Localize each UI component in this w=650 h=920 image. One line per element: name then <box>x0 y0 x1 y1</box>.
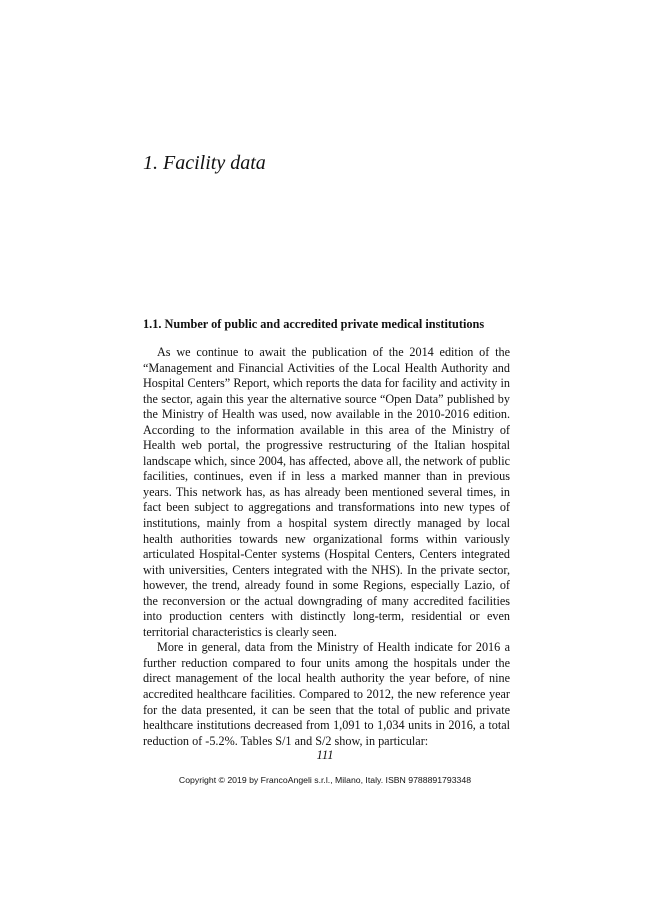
chapter-title: 1. Facility data <box>143 152 266 174</box>
copyright-notice: Copyright © 2019 by FrancoAngeli s.r.l., Milano, Italy. ISBN 9788891793348 <box>178 775 472 785</box>
section-heading: 1.1. Number of public and accredited private medical institutions <box>143 317 485 331</box>
body-text <box>143 345 510 749</box>
page-number: 111 <box>316 748 334 762</box>
paragraph-2: More in general, data from the Ministry of Health indicate for 2016 a further reduction compared to four units among the hospitals under the direct management of the local health authority the year before, of nine accredited healthcare facilities. Compared to 2012, the new reference year for the data presented, it can be seen that the total of public and private healthcare institutions decreased from 1,091 to 1,034 units in 2016, a total reduction of -5.2%. Tables S/1 and S/2 show, in particular: <box>143 640 510 748</box>
paragraph-1: As we continue to await the publication of the 2014 edition of the “Management and Financial Activities of the Local Health Authority and Hospital Centers” Report, which reports the data for facility and activity in the sector, again this year the alternative source “Open Data” published by the Ministry of Health was used, now available in the 2010-2016 edition. According to the information available in this area of the Ministry of Health web portal, the progressive restructuring of the Italian hospital landscape which, since 2004, has affected, above all, the network of public facilities, continues, even if in less a marked manner than in previous years. This network has, as has already been mentioned several times, in fact been subject to aggregations and transformations into new types of institutions, mainly from a hospital system directly managed by local health authorities towards new organizational forms within variously articulated Hospital-Center systems (Hospital Centers, Centers integrated with universities, Centers integrated with the NHS). In the private sector, however, the trend, already found in some Regions, especially Lazio, of the reconversion or the actual downgrading of many accredited facilities into production centers with distinctly long-term, residential or even territorial characteristics is clearly seen. <box>143 345 510 639</box>
